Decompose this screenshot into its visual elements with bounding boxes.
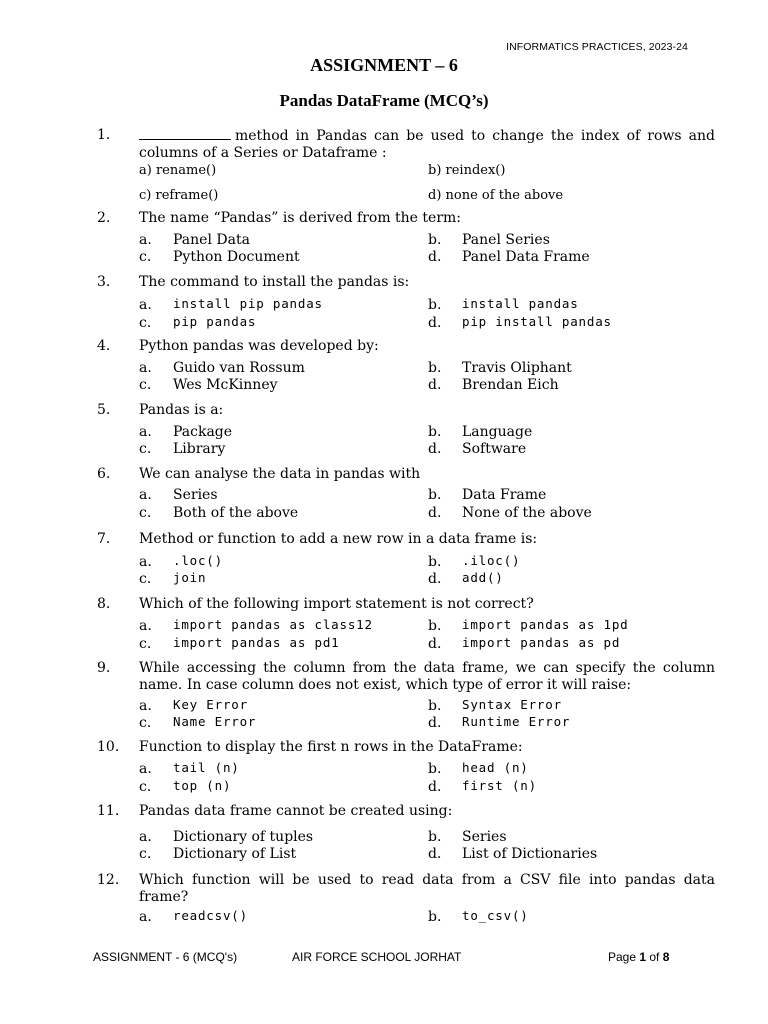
option-letter: a.: [139, 554, 152, 570]
question-number: 12.: [97, 872, 120, 888]
question-text: While accessing the column from the data frame, we can specify the column name. In case column does not exist, which type of error it will raise:: [139, 660, 715, 693]
option-text: import pandas as 1pd: [462, 617, 629, 632]
option-letter: c.: [139, 715, 152, 731]
option-letter: d.: [428, 571, 442, 587]
page-current: 1: [639, 950, 647, 964]
question-number: 8.: [97, 596, 111, 612]
option-letter: c.: [139, 505, 152, 521]
question-text: We can analyse the data in pandas with: [139, 466, 421, 482]
option-letter: c.: [139, 441, 152, 457]
option-letter: d.: [428, 846, 442, 862]
option-text: Runtime Error: [462, 714, 571, 729]
question-number: 10.: [97, 739, 120, 755]
option-letter: b.: [428, 829, 442, 845]
option-text: Library: [173, 441, 226, 457]
option-letter: d.: [428, 249, 442, 265]
option-text: None of the above: [462, 505, 592, 521]
page-of: of: [646, 950, 663, 964]
option-text: Panel Data: [173, 232, 250, 248]
question-number: 11.: [97, 803, 120, 819]
page-prefix: Page: [608, 950, 640, 964]
option-text: Key Error: [173, 697, 248, 712]
header-course-label: INFORMATICS PRACTICES, 2023-24: [506, 41, 688, 53]
option-letter: b.: [428, 232, 442, 248]
option-text: Guido van Rossum: [173, 360, 305, 376]
option-text: join: [173, 570, 207, 585]
question-number: 3.: [97, 274, 111, 290]
option-letter: d.: [428, 779, 442, 795]
option-text: install pip pandas: [173, 296, 323, 311]
option-letter: b.: [428, 909, 442, 925]
option-text: .loc(): [173, 553, 223, 568]
option-text: Brendan Eich: [462, 377, 559, 393]
option-text: Syntax Error: [462, 697, 562, 712]
option-text: Package: [173, 424, 233, 440]
question-number: 6.: [97, 466, 111, 482]
question-text: Which function will be used to read data from a CSV file into pandas data frame?: [139, 872, 715, 905]
option-letter: b.: [428, 297, 442, 313]
question-text: [139, 127, 715, 162]
option-letter: a.: [139, 232, 152, 248]
option-text: import pandas as class12: [173, 617, 373, 632]
question-text: Which of the following import statement is not correct?: [139, 596, 534, 612]
footer-school-name: AIR FORCE SCHOOL JORHAT: [292, 950, 462, 964]
option-text: Data Frame: [462, 487, 547, 503]
option-letter: a.: [139, 297, 152, 313]
question-text: The command to install the pandas is:: [139, 274, 410, 290]
option-text: Wes McKinney: [173, 377, 278, 393]
question-number: 7.: [97, 531, 111, 547]
page-title: ASSIGNMENT – 6: [310, 55, 458, 75]
option-text: a) rename(): [139, 163, 217, 178]
option-letter: a.: [139, 698, 152, 714]
question-number: 2.: [97, 210, 111, 226]
option-letter: a.: [139, 360, 152, 376]
option-text: import pandas as pd: [462, 635, 621, 650]
option-text: .iloc(): [462, 553, 521, 568]
option-text: Travis Oliphant: [462, 360, 572, 376]
option-letter: d.: [428, 715, 442, 731]
option-letter: a.: [139, 487, 152, 503]
option-letter: d.: [428, 505, 442, 521]
option-letter: b.: [428, 487, 442, 503]
option-text: add(): [462, 570, 504, 585]
option-letter: b.: [428, 618, 442, 634]
option-letter: b.: [428, 554, 442, 570]
page-total: 8: [662, 950, 670, 964]
option-letter: b.: [428, 360, 442, 376]
option-text: Language: [462, 424, 533, 440]
option-text: Python Document: [173, 249, 300, 265]
option-text: Series: [173, 487, 218, 503]
option-text: Name Error: [173, 714, 257, 729]
option-text: head (n): [462, 760, 529, 775]
option-letter: c.: [139, 846, 152, 862]
option-text: top (n): [173, 778, 232, 793]
option-text: Panel Data Frame: [462, 249, 590, 265]
option-text: readcsv(): [173, 908, 248, 923]
option-letter: c.: [139, 377, 152, 393]
option-letter: d.: [428, 441, 442, 457]
option-text: Panel Series: [462, 232, 550, 248]
question-text: Python pandas was developed by:: [139, 338, 379, 354]
option-text: Both of the above: [173, 505, 299, 521]
option-text: Dictionary of tuples: [173, 829, 314, 845]
option-letter: b.: [428, 761, 442, 777]
option-letter: c.: [139, 636, 152, 652]
question-text: Function to display the first n rows in the DataFrame:: [139, 739, 523, 755]
option-letter: b.: [428, 698, 442, 714]
option-letter: c.: [139, 571, 152, 587]
fill-in-blank: [139, 127, 231, 140]
option-text: tail (n): [173, 760, 240, 775]
question-text: Pandas is a:: [139, 402, 224, 418]
page-subtitle: Pandas DataFrame (MCQ’s): [279, 91, 489, 110]
option-text: import pandas as pd1: [173, 635, 340, 650]
option-letter: a.: [139, 618, 152, 634]
question-text: The name “Pandas” is derived from the term:: [139, 210, 462, 226]
option-letter: a.: [139, 761, 152, 777]
option-text: Software: [462, 441, 527, 457]
option-letter: d.: [428, 636, 442, 652]
question-text-content: method in Pandas can be used to change the index of rows and columns of a Series or Dataframe :: [139, 128, 715, 161]
option-letter: c.: [139, 315, 152, 331]
option-text: to_csv(): [462, 908, 529, 923]
question-text: Pandas data frame cannot be created using:: [139, 803, 453, 819]
option-letter: a.: [139, 909, 152, 925]
option-text: Series: [462, 829, 507, 845]
option-letter: d.: [428, 315, 442, 331]
option-text: Dictionary of List: [173, 846, 297, 862]
question-number: 4.: [97, 338, 111, 354]
option-letter: a.: [139, 424, 152, 440]
option-letter: a.: [139, 829, 152, 845]
option-text: c) reframe(): [139, 188, 219, 203]
question-number: 1.: [97, 127, 111, 143]
option-text: install pandas: [462, 296, 579, 311]
option-letter: c.: [139, 779, 152, 795]
option-letter: d.: [428, 377, 442, 393]
question-text: Method or function to add a new row in a data frame is:: [139, 531, 538, 547]
option-text: pip install pandas: [462, 314, 612, 329]
question-number: 9.: [97, 660, 111, 676]
option-text: b) reindex(): [428, 163, 506, 178]
question-number: 5.: [97, 402, 111, 418]
option-letter: c.: [139, 249, 152, 265]
footer-page-number: [608, 950, 669, 964]
option-letter: b.: [428, 424, 442, 440]
option-text: pip pandas: [173, 314, 257, 329]
option-text: d) none of the above: [428, 188, 564, 203]
option-text: first (n): [462, 778, 537, 793]
option-text: List of Dictionaries: [462, 846, 598, 862]
footer-assignment-label: ASSIGNMENT - 6 (MCQ's): [93, 950, 238, 964]
